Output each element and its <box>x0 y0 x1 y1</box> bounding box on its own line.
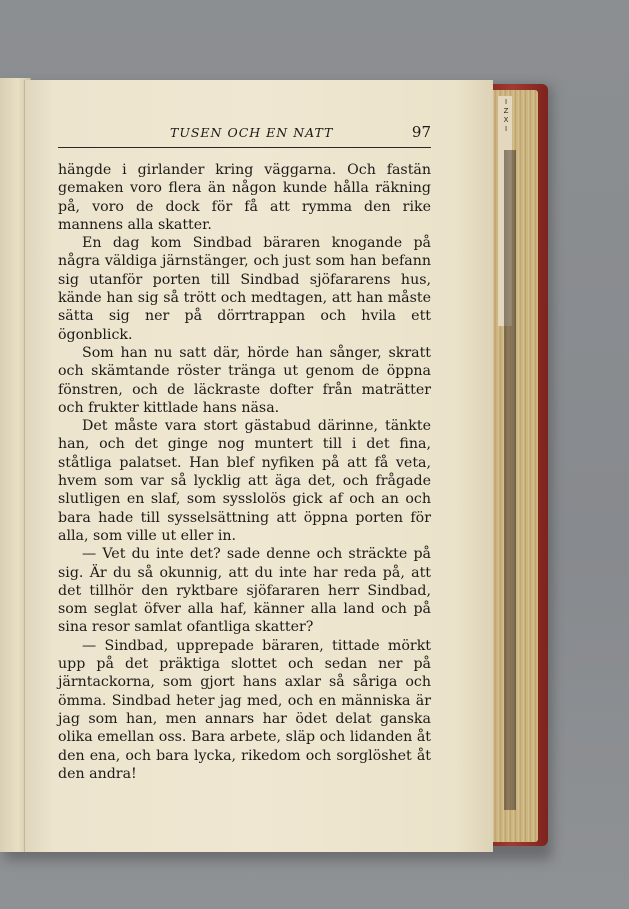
running-title: TUSEN OCH EN NATT <box>170 125 334 140</box>
paragraph: Som han nu satt där, hörde han sånger, skratt och skämtande röster tränga ut genom de öppna fönstren, och de läckraste dofter från maträtter och frukter kittlade hans näsa. <box>58 344 431 416</box>
paragraph: — Sindbad, upprepade bäraren, tittade mörkt upp på det präktiga slottet och sedan ner på järntackorna, som gjort hans axlar så såriga och ömma. Sindbad heter jag med, och en människa är jag som han, men annars har ödet delat ganska olika emellan oss. Bara arbete, släp och lidanden åt den ena, och bara lycka, rikedom och sorglöshet åt den andra! <box>58 637 431 782</box>
paragraph: — Vet du inte det? sade denne och sträckte på sig. Är du så okunnig, att du inte har reda på, att det tillhör den ryktbare sjöfararen herr Sindbad, som seglat öfver alla haf, känner alla land och på sina resor samlat ofantliga skatter? <box>58 546 431 636</box>
page-number: 97 <box>411 123 431 141</box>
page-header <box>58 123 431 145</box>
header-rule <box>58 147 431 148</box>
body-text <box>58 161 431 783</box>
spine-dark-band <box>504 150 516 810</box>
paragraph: En dag kom Sindbad bäraren knogande på några väldiga järnstänger, och just som han befann sig utanför porten till Sindbad sjöfararens hus, kände han sig så trött och medtagen, att han måste sätta sig ner på dörrtrappan och hvila ett ögonblick. <box>58 235 431 343</box>
paragraph: hängde i girlander kring väggarna. Och fastän gemaken voro flera än någon kunde hålla räkning på, voro de dock för få att rymma den rike mannens alla skatter. <box>58 162 431 233</box>
paragraph: Det måste vara stort gästabud därinne, tänkte han, och det ginge nog muntert till i det fina, ståtliga palatset. Han blef nyfiken på att få veta, hvem som var så lycklig att äga det, och frågade slutligen en slaf, som sysslolös gick af och an och bara hade till sysselsättning att öppna porten för alla, som ville ut eller in. <box>58 418 431 544</box>
spine-letters: IZXI <box>502 98 510 134</box>
